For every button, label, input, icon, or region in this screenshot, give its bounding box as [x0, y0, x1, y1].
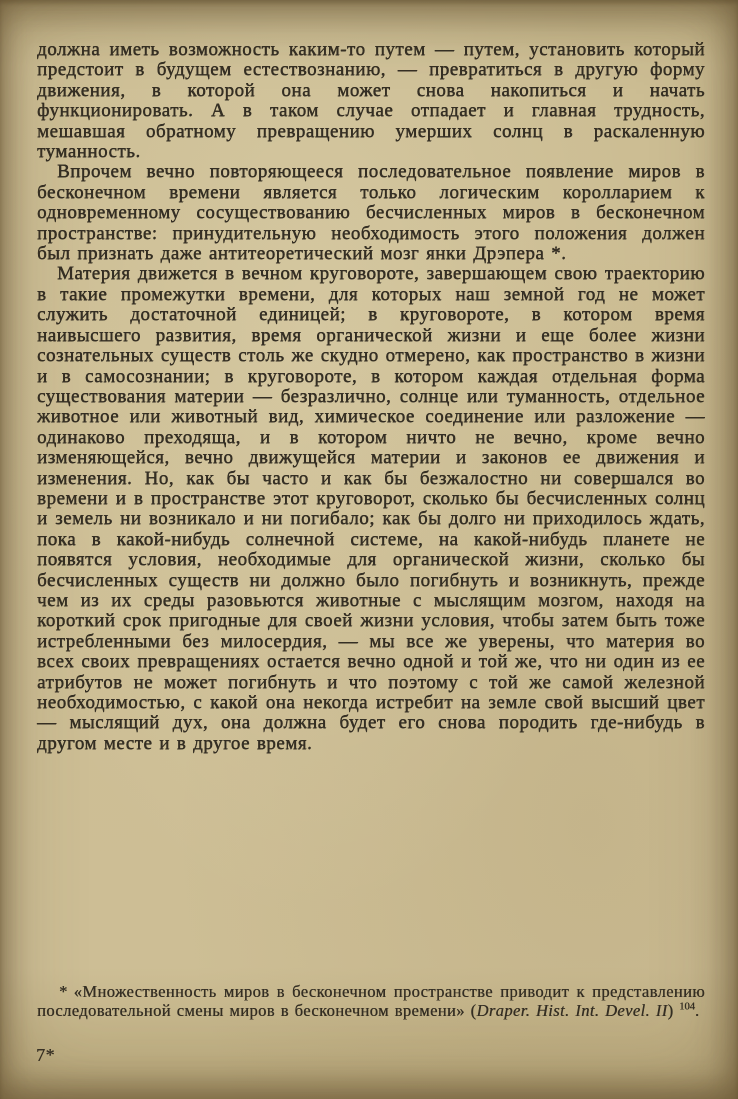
paragraph: должна иметь возможность каким-то путем — путем, установить который предстоит в будущем естествознанию, — превратиться в другую форму движения, в которой она может снова накопиться и начать функционировать. А в таком случае отпадает и главная трудность, мешавшая обратному превращению умерших солнц в раскаленную туманность. — [37, 39, 705, 163]
footnote-source-citation: Draper. Hist. Int. Devel. II — [476, 1000, 668, 1020]
footnote-marker: * — [59, 982, 68, 1001]
body-text — [37, 40, 705, 754]
paragraph: Впрочем вечно повторяющееся последовательное появление миров в бесконечном времени является только логическим королларием к одновременному сосуществованию бесчисленных миров в бесконечном пространстве: принудительную необходимость этого положения должен был признать даже антитеоретический мозг янки Дрэпера *. — [37, 161, 705, 265]
printers-signature-mark: 7* — [36, 1045, 55, 1065]
footnote-reference-number: 104 — [679, 1001, 695, 1013]
footnote-close-paren: ) — [667, 1000, 680, 1020]
footnote-terminator: . — [694, 1000, 700, 1020]
footnote-text: «Множественность миров в бесконечном пространстве приводит к представлению последовательной смены миров в бесконечном времени» ( — [37, 982, 705, 1020]
paragraph: Материя движется в вечном круговороте, завершающем свою траекторию в такие промежутки времени, для которых наш земной год не может служить достаточной единицей; в круговороте, в котором время наивысшего развития, время органической жизни и еще более жизни сознательных существ столь же скудно отмерено, как пространство в жизни и в самосознании; в круговороте, в котором каждая отдельная форма существования материи — безразлично, солнце или туманность, отдельное животное или животный вид, химическое соединение или разложение — одинаково преходяща, и в котором ничто не вечно, кроме вечно изменяющейся, вечно движущейся материи и законов ее движения и изменения. Но, как бы часто и как бы безжалостно ни совершался во времени и в пространстве этот круговорот, сколько бы бесчисленных солнц и земель ни возникало и ни погибало; как бы долго ни приходилось ждать, пока в какой-нибудь солнечной системе, на какой-нибудь планете не появятся условия, необходимые для органической жизни, сколько бы бесчисленных существ ни должно было погибнуть и возникнуть, прежде чем из их среды разовьются животные с мыслящим мозгом, находя на короткий срок пригодные для своей жизни условия, чтобы затем быть тоже истребленными без милосердия, — мы все же уверены, что материя во всех своих превращениях остается вечно одной и той же, что ни один из ее атрибутов не может погибнуть и что поэтому с той же самой железной необходимостью, с какой она некогда истребит на земле свой высший цвет — мыслящий дух, она должна будет его снова породить где-нибудь в другом месте и в другое время. — [37, 263, 705, 754]
footnote — [37, 983, 705, 1020]
